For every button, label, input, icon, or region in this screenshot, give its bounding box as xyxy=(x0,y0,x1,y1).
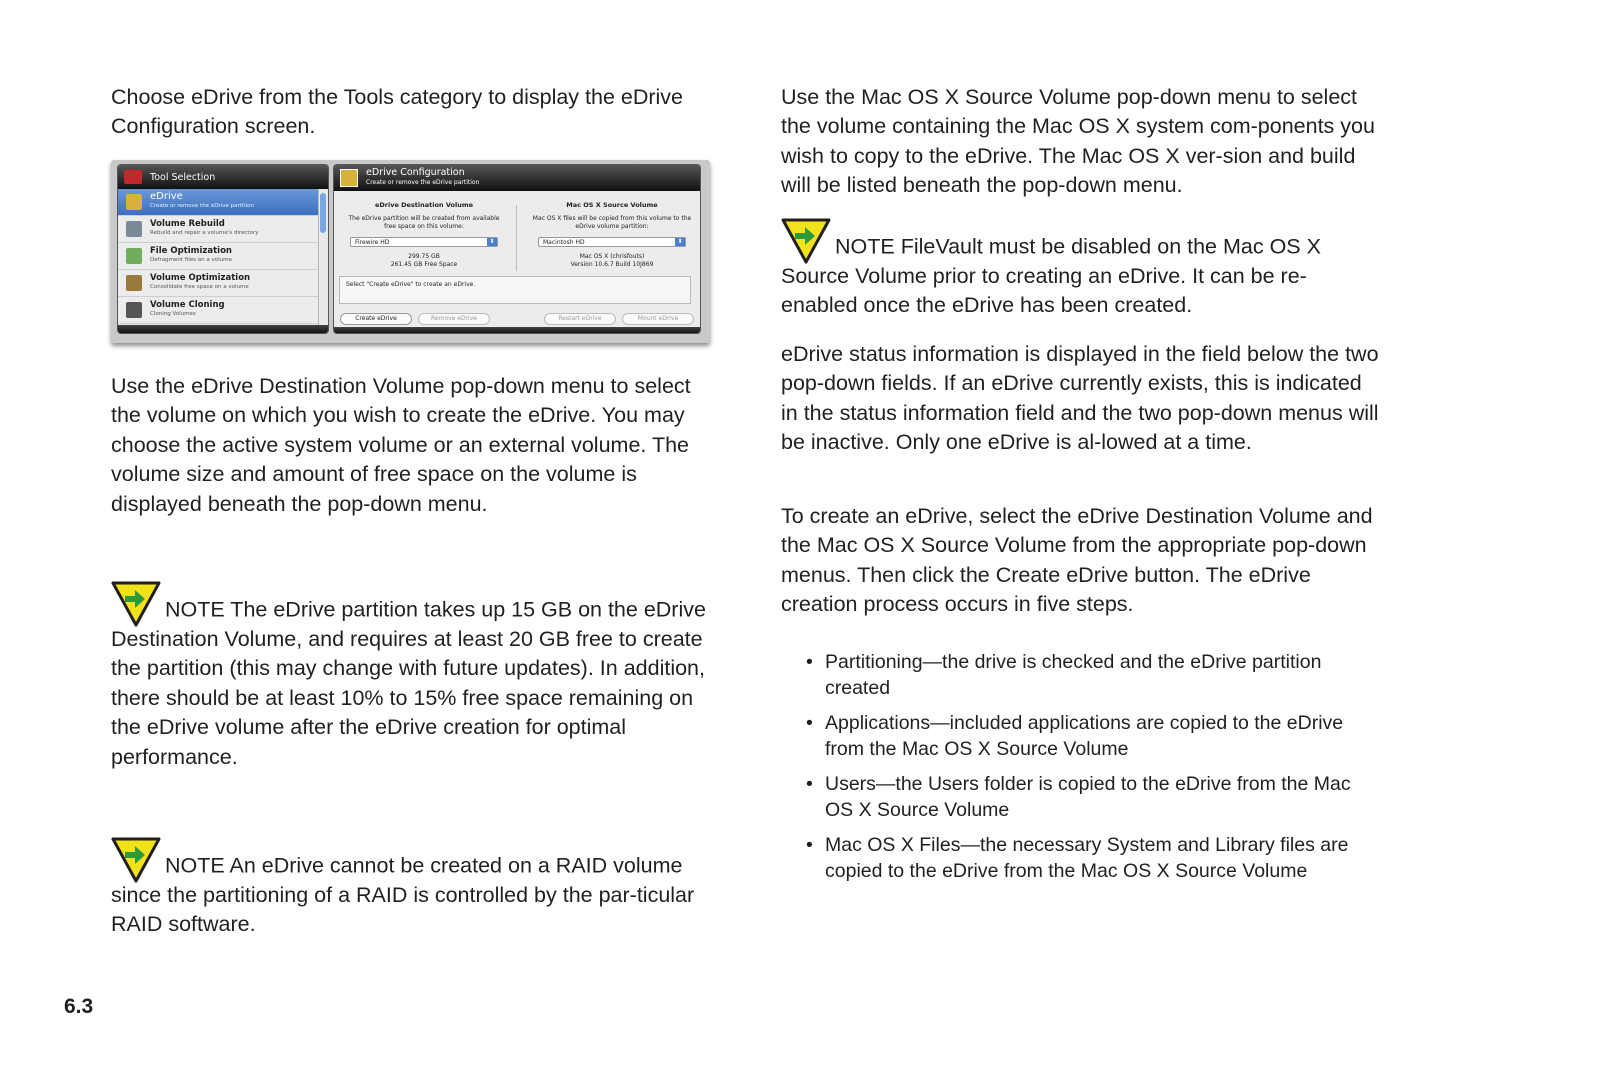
tool-item-edrive[interactable] xyxy=(118,189,328,216)
tool-item-file-optimization[interactable] xyxy=(118,243,328,270)
tool-name: Volume Rebuild xyxy=(150,219,225,229)
tool-list-scrollbar[interactable] xyxy=(318,189,328,333)
destination-title: eDrive Destination Volume xyxy=(374,201,474,209)
tool-name: File Optimization xyxy=(150,246,232,256)
create-edrive-button[interactable]: Create eDrive xyxy=(340,313,412,325)
note-arrow-icon xyxy=(111,837,161,883)
source-selected: Macintosh HD xyxy=(543,239,585,246)
status-paragraph: eDrive status information is displayed in the field below the two pop-down fields. If an eDrive currently exists, this is indicated in the status information field and the two pop-down menus will be inactive. Only one eDrive is al-lowed at a time. xyxy=(781,342,1379,455)
restart-edrive-button[interactable]: Restart eDrive xyxy=(544,313,616,325)
destination-paragraph: Use the eDrive Destination Volume pop-down menu to select the volume on which you wish to create the eDrive. You may choose the active system volume or an external volume. The volume size and amount of free space on the volume is displayed beneath the pop-down menu. xyxy=(111,374,691,516)
tool-item-volume-optimization[interactable] xyxy=(118,270,328,297)
bullet: • xyxy=(806,773,813,795)
tool-desc: Cloning Volumes xyxy=(150,311,196,317)
right-column xyxy=(781,83,1381,201)
bullet: • xyxy=(806,651,813,673)
page-number: 6.3 xyxy=(64,995,94,1018)
status-info xyxy=(781,340,1381,458)
note-text: NOTE The eDrive partition takes up 15 GB on the eDrive Destination Volume, and requires at least 20 GB free to create the partition (this may change with future updates). In addition, there should be at least 10% to 15% free space remaining on the eDrive volume after the eDrive creation for optimal performance. xyxy=(111,597,706,769)
config-header xyxy=(334,165,700,191)
edrive-configuration-pane xyxy=(333,164,701,334)
source-desc: Mac OS X files will be copied from this volume to the eDrive volume partition: xyxy=(532,215,692,230)
status-field: Select "Create eDrive" to create an eDrive. xyxy=(339,276,691,304)
source-volume-section xyxy=(532,201,692,269)
tool-selection-title: Tool Selection xyxy=(150,171,216,183)
list-item xyxy=(806,832,1381,884)
step-text: Users—the Users folder is copied to the eDrive from the Mac OS X Source Volume xyxy=(825,773,1351,821)
destination-volume-section xyxy=(344,201,504,269)
intro-paragraph: Choose eDrive from the Tools category to display the eDrive Configuration screen. xyxy=(111,85,684,139)
source-title: Mac OS X Source Volume xyxy=(566,201,658,209)
destination-volume-select[interactable] xyxy=(350,237,498,247)
note-text: NOTE FileVault must be disabled on the Mac OS X Source Volume prior to creating an eDrive. It can be re-enabled once the eDrive has been created. xyxy=(781,234,1321,318)
divider xyxy=(516,205,517,271)
list-item xyxy=(806,649,1381,701)
step-text: Applications—included applications are copied to the eDrive from the Mac OS X Source Volume xyxy=(825,712,1344,760)
chevron-up-down-icon: ⬍ xyxy=(675,238,685,246)
note-raid-size xyxy=(111,579,711,772)
tool-selection-header xyxy=(118,165,328,189)
bullet: • xyxy=(806,712,813,734)
create-paragraph: To create an eDrive, select the eDrive Destination Volume and the Mac OS X Source Volume from the appropriate pop-down menus. Then click the Create eDrive button. The eDrive creation process occurs in five steps. xyxy=(781,504,1373,617)
source-paragraph: Use the Mac OS X Source Volume pop-down menu to select the volume containing the Mac OS X system com-ponents you wish to copy to the eDrive. The Mac OS X ver-sion and build will be listed beneath the pop-down menu. xyxy=(781,85,1375,198)
clone-icon xyxy=(126,302,142,318)
list-item xyxy=(806,710,1381,762)
config-title: eDrive Configuration xyxy=(366,167,465,178)
tool-item-volume-rebuild[interactable] xyxy=(118,216,328,243)
toolbox-icon xyxy=(124,170,142,184)
source-os: Mac OS X (chrisfouts) xyxy=(579,253,645,260)
tool-name: Volume Optimization xyxy=(150,273,251,283)
step-text: Mac OS X Files—the necessary System and Library files are copied to the eDrive from the Mac OS X Source Volume xyxy=(825,834,1349,882)
destination-size: 299.75 GB xyxy=(408,253,440,260)
left-column xyxy=(111,83,711,142)
config-subtitle: Create or remove the eDrive partition xyxy=(366,179,480,186)
chevron-up-down-icon: ⬍ xyxy=(487,238,497,246)
left-column-body xyxy=(111,372,711,519)
step-text: Partitioning—the drive is checked and the eDrive partition created xyxy=(825,651,1322,699)
tool-desc: Rebuild and repair a volume's directory xyxy=(150,230,259,236)
edrive-config-icon xyxy=(340,169,358,187)
note-filevault xyxy=(781,216,1351,321)
tool-name: eDrive xyxy=(150,191,183,202)
tool-selection-pane xyxy=(117,164,329,334)
tool-desc: Create or remove the eDrive partition xyxy=(150,203,254,209)
note-paragraph xyxy=(781,216,1351,321)
tool-item-volume-cloning[interactable] xyxy=(118,297,328,324)
source-version: Version 10.6.7 Build 10J869 xyxy=(570,261,654,268)
tool-desc: Consolidate free space on a volume xyxy=(150,284,249,290)
pane-footer xyxy=(334,327,700,333)
note-paragraph xyxy=(111,579,711,772)
note-text: NOTE An eDrive cannot be created on a RAID volume since the partitioning of a RAID is controlled by the par-ticular RAID software. xyxy=(111,853,695,937)
scroll-thumb[interactable] xyxy=(320,193,326,233)
destination-desc: The eDrive partition will be created from available free space on this volume: xyxy=(348,215,500,230)
tool-desc: Defragment files on a volume xyxy=(150,257,232,263)
pane-footer xyxy=(118,325,328,333)
wrench-icon xyxy=(126,221,142,237)
tool-name: Volume Cloning xyxy=(150,300,225,310)
note-arrow-icon xyxy=(111,581,161,627)
note-arrow-icon xyxy=(781,218,831,264)
create-info xyxy=(781,502,1381,620)
mount-edrive-button[interactable]: Mount eDrive xyxy=(622,313,694,325)
steps-list xyxy=(781,649,1381,893)
edrive-icon xyxy=(126,194,142,210)
note-paragraph xyxy=(111,835,711,940)
remove-edrive-button[interactable]: Remove eDrive xyxy=(418,313,490,325)
destination-free: 261.45 GB Free Space xyxy=(390,261,458,268)
file-icon xyxy=(126,248,142,264)
bullet: • xyxy=(806,834,813,856)
grid-icon xyxy=(126,275,142,291)
edrive-config-screenshot xyxy=(111,160,710,343)
source-volume-select[interactable] xyxy=(538,237,686,247)
list-item xyxy=(806,771,1381,823)
destination-selected: Firewire HD xyxy=(355,239,390,246)
note-raid xyxy=(111,835,711,940)
